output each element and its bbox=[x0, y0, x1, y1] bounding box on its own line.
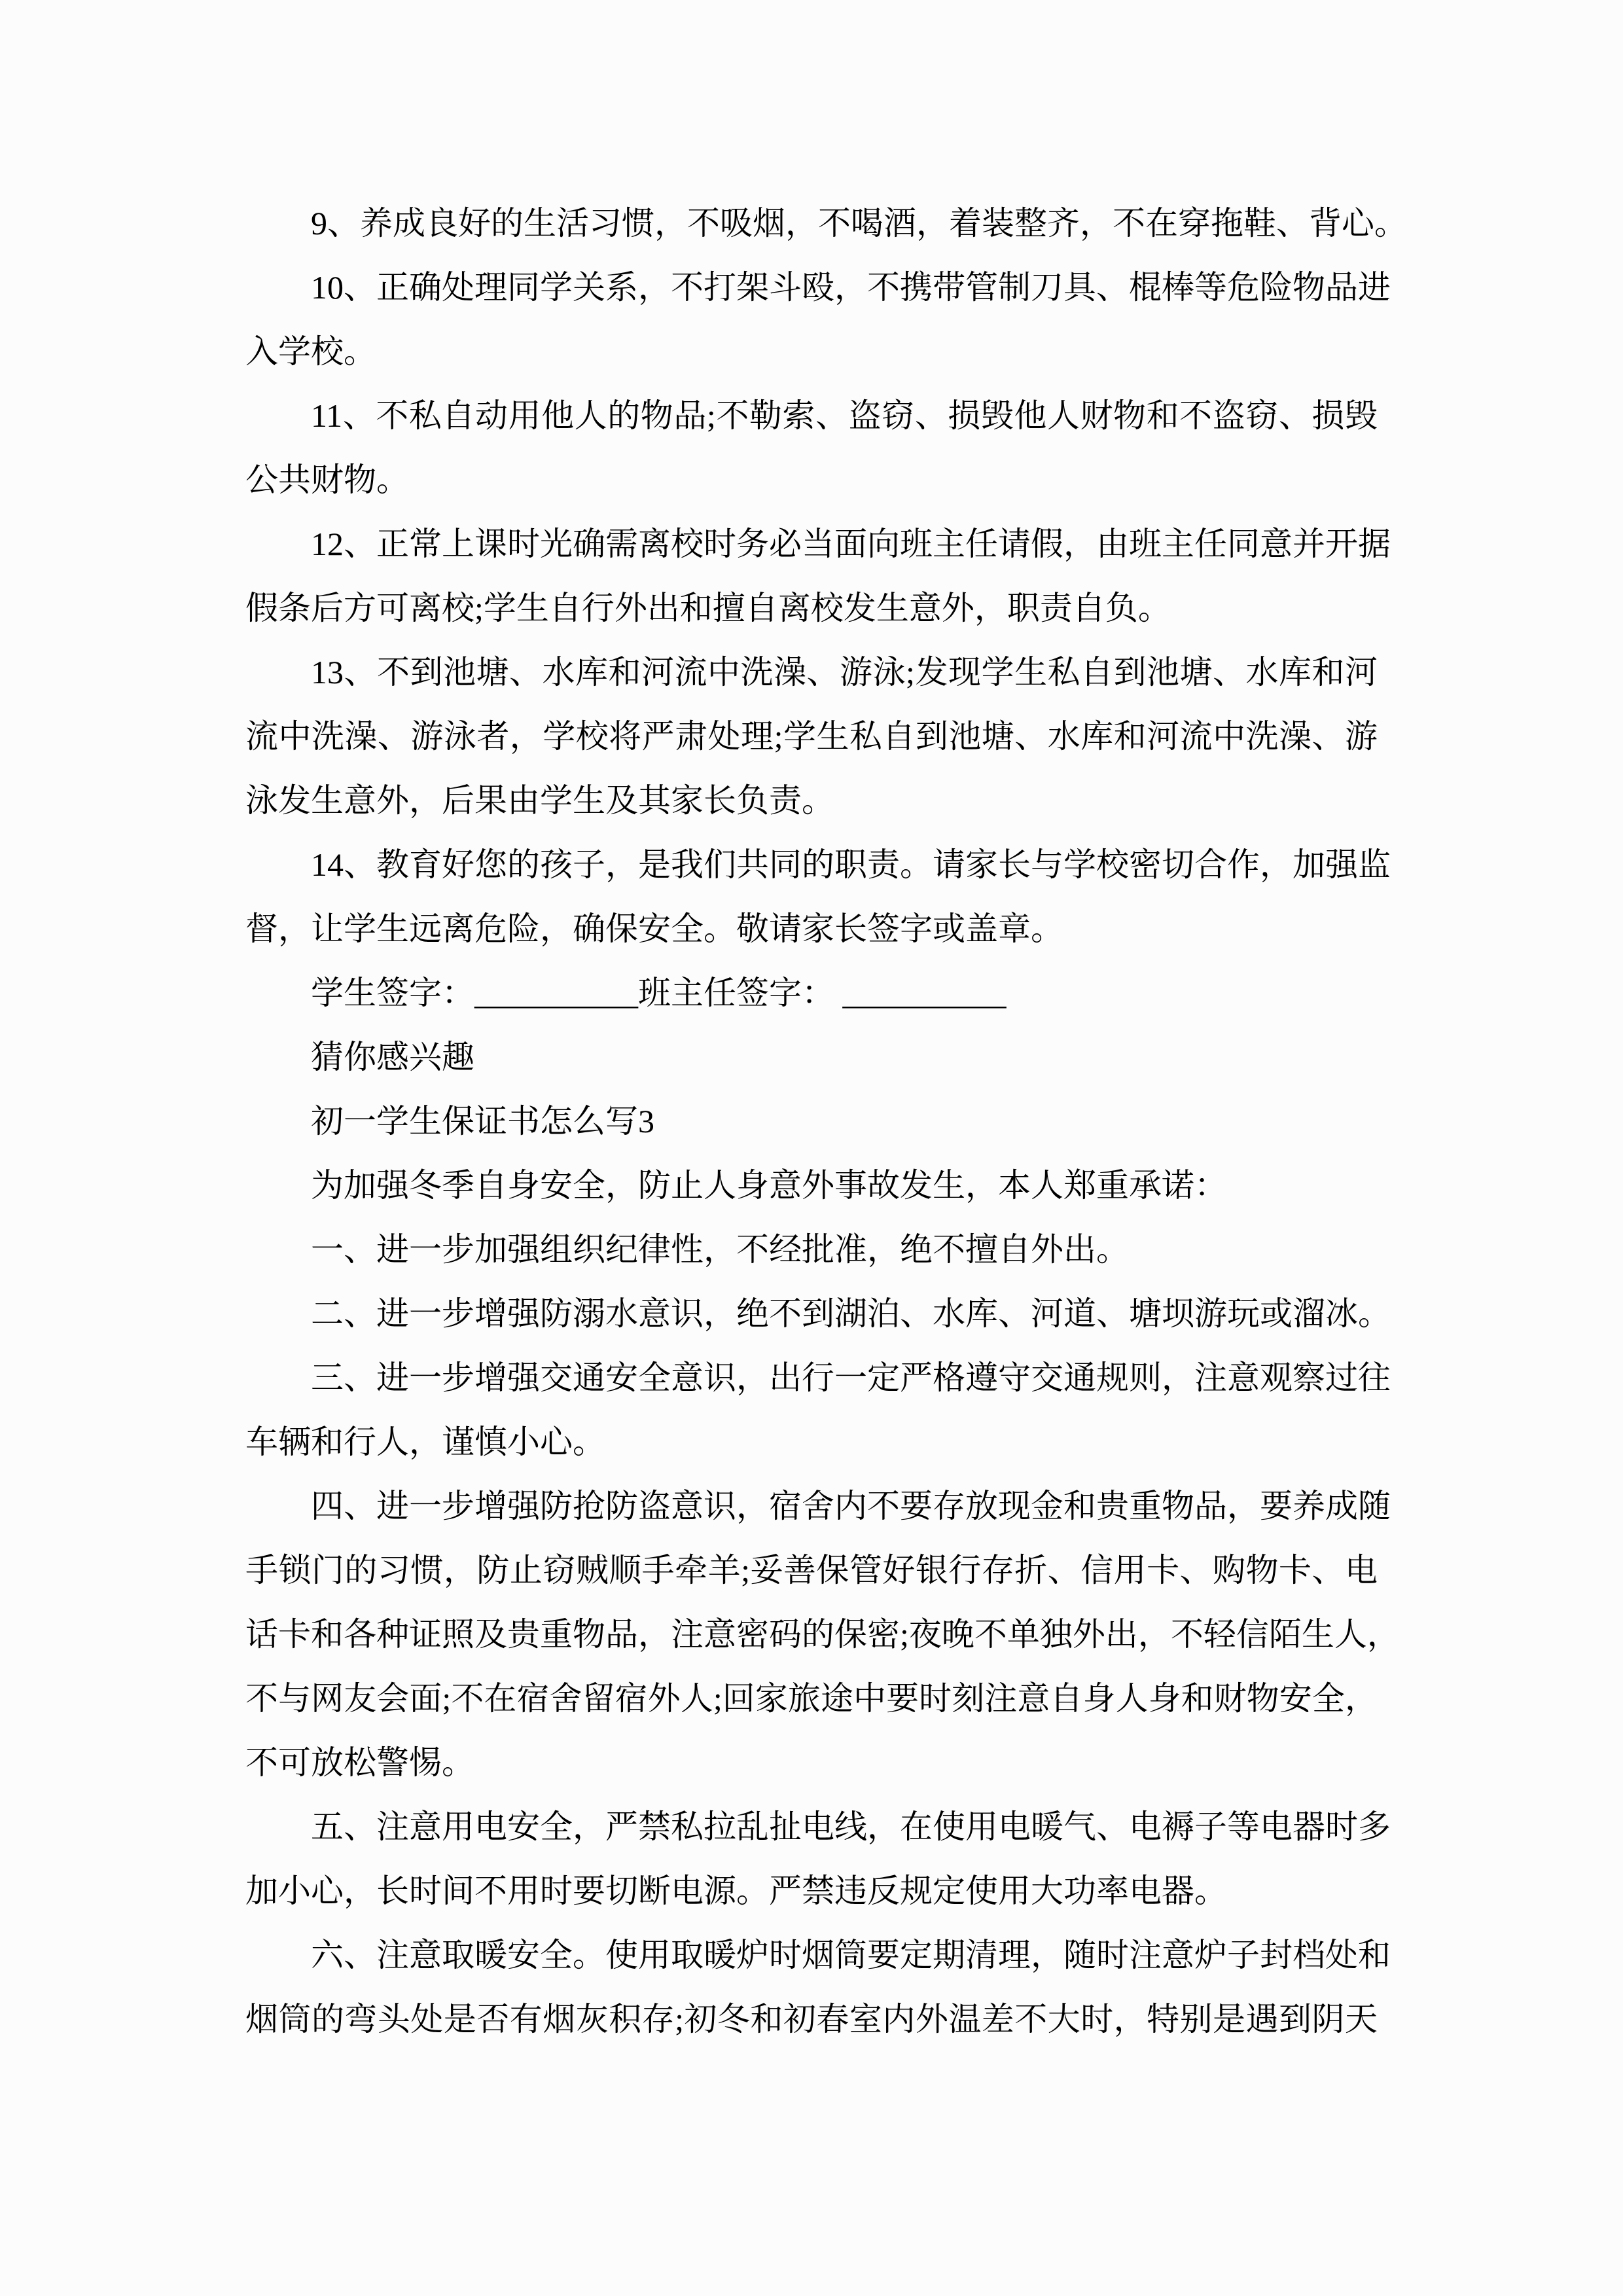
text-line: 车辆和行人，谨慎小心。 bbox=[245, 1424, 605, 1460]
paragraph bbox=[245, 1346, 1391, 1474]
text-line: 12、正常上课时光确需离校时务必当面向班主任请假，由班主任同意并开据 bbox=[311, 526, 1391, 562]
paragraph bbox=[245, 833, 1391, 961]
text-line: 督，让学生远离危险，确保安全。敬请家长签字或盖章。 bbox=[245, 910, 1063, 947]
text-line: 假条后方可离校;学生自行外出和擅自离校发生意外，职责自负。 bbox=[245, 590, 1171, 626]
text-line: 六、注意取暖安全。使用取暖炉时烟筒要定期清理，随时注意炉子封档处和 bbox=[311, 1937, 1391, 1973]
paragraph bbox=[245, 961, 1378, 1025]
text-line: 11、不私自动用他人的物品;不勒索、盗窃、损毁他人财物和不盗窃、损毁 bbox=[311, 397, 1378, 434]
text-line: 流中洗澡、游泳者，学校将严肃处理;学生私自到池塘、水库和河流中洗澡、游 bbox=[245, 718, 1378, 755]
paragraph bbox=[245, 255, 1391, 384]
text-line: 泳发生意外，后果由学生及其家长负责。 bbox=[245, 782, 834, 819]
text-line: 加小心，长时间不用时要切断电源。严禁违反规定使用大功率电器。 bbox=[245, 1873, 1227, 1909]
paragraph bbox=[245, 640, 1378, 833]
document-text-block bbox=[245, 191, 1407, 2051]
text-line: 四、进一步增强防抢防盗意识，宿舍内不要存放现金和贵重物品，要养成随 bbox=[311, 1488, 1391, 1524]
text-line: 二、进一步增强防溺水意识，绝不到湖泊、水库、河道、塘坝游玩或溜冰。 bbox=[311, 1295, 1391, 1332]
paragraph bbox=[245, 512, 1391, 640]
paragraph bbox=[245, 1153, 1378, 1217]
text-line: 猜你感兴趣 bbox=[311, 1039, 474, 1075]
paragraph bbox=[245, 1217, 1378, 1282]
text-line: 不可放松警惕。 bbox=[245, 1744, 474, 1781]
text-line: 9、养成良好的生活习惯，不吸烟，不喝酒，着装整齐，不在穿拖鞋、背心。 bbox=[311, 205, 1407, 242]
text-line: 三、进一步增强交通安全意识，出行一定严格遵守交通规则，注意观察过往 bbox=[311, 1359, 1391, 1396]
text-line: 一、进一步加强组织纪律性，不经批准，绝不擅自外出。 bbox=[311, 1231, 1129, 1268]
paragraph bbox=[245, 1795, 1391, 1923]
text-line: 五、注意用电安全，严禁私拉乱扯电线，在使用电暖气、电褥子等电器时多 bbox=[311, 1808, 1391, 1845]
paragraph bbox=[245, 1923, 1391, 2051]
text-line: 初一学生保证书怎么写3 bbox=[311, 1103, 654, 1139]
paragraph bbox=[245, 191, 1407, 255]
paragraph bbox=[245, 1282, 1391, 1346]
paragraph bbox=[245, 1089, 1378, 1153]
text-line: 公共财物。 bbox=[245, 461, 409, 498]
text-line: 10、正确处理同学关系，不打架斗殴，不携带管制刀具、棍棒等危险物品进 bbox=[311, 269, 1391, 306]
text-line: 入学校。 bbox=[245, 333, 376, 370]
text-line: 不与网友会面;不在宿舍留宿外人;回家旅途中要时刻注意自身人身和财物安全， bbox=[245, 1680, 1378, 1717]
paragraph bbox=[245, 1025, 1378, 1089]
text-line: 烟筒的弯头处是否有烟灰积存;初冬和初春室内外温差不大时，特别是遇到阴天 bbox=[245, 2001, 1378, 2037]
text-line: 手锁门的习惯，防止窃贼顺手牵羊;妥善保管好银行存折、信用卡、购物卡、电 bbox=[245, 1552, 1378, 1588]
text-line: 话卡和各种证照及贵重物品，注意密码的保密;夜晚不单独外出，不轻信陌生人， bbox=[245, 1616, 1400, 1653]
text-line: 为加强冬季自身安全，防止人身意外事故发生，本人郑重承诺： bbox=[311, 1167, 1227, 1204]
paragraph bbox=[245, 1474, 1400, 1795]
paragraph bbox=[245, 384, 1378, 512]
text-line: 14、教育好您的孩子，是我们共同的职责。请家长与学校密切合作，加强监 bbox=[311, 846, 1391, 883]
text-line: 13、不到池塘、水库和河流中洗澡、游泳;发现学生私自到池塘、水库和河 bbox=[311, 654, 1378, 691]
text-line: 学生签字：__________班主任签字： __________ bbox=[311, 975, 1007, 1011]
